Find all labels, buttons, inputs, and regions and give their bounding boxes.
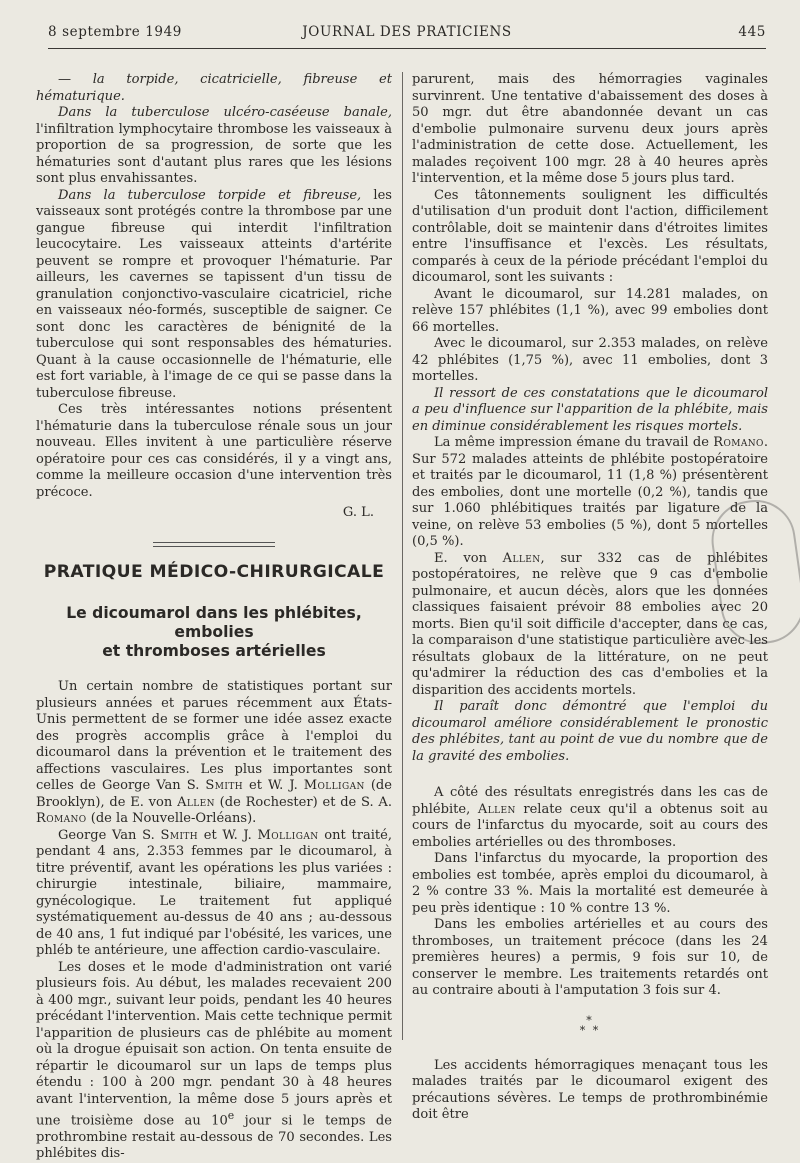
- paragraph: Avant le dicoumarol, sur 14.281 malades, on relève 157 phlébites (1,1 %), avec 99 embolies dont 66 mortelles.: [412, 286, 768, 335]
- paragraph: La même impression émane du travail de Romano. Sur 572 malades atteints de phlébite postopératoire et traités par le dicoumarol, 11 (1,8 %) présentèrent des embolies, dont une mortelle (0,2 %), tandis que sur 1.060 phlébitiques traités par ligature de la veine, on relève 53 embolies (5 %), dont 5 mortelles (0,5 %).: [412, 435, 768, 549]
- page-header: [48, 24, 766, 46]
- italic-phrase: Dans la tuberculose ulcéro-caséeuse banale,: [58, 105, 392, 120]
- paragraph: Dans l'infarctus du myocarde, la proportion des embolies est tombée, après emploi du dicoumarol, à 2 % contre 33 %. Mais la mortalité est demeurée à peu près identique : 10 % contre 13 %.: [412, 851, 768, 916]
- author-name: Molligan: [303, 778, 365, 793]
- text: les vaisseaux sont protégés contre la thrombose par une gangue fibreuse qui interdit l'infiltration leucocytaire. Les vaisseaux atteints d'artérite peuvent se rompre et provoquer l'hématurie. Par ailleurs, les cavernes se tapissent d'un tissu de granulation conjonctivo-vasculaire cicatriciel, riche en vaisseaux néo-formés, susceptible de saigner. Ce sont donc les caractères de bénignité de la tuberculose qui sont responsables des hématuries. Quant à la cause occasionnelle de l'hématurie, elle est fort variable, à l'image de ce qui se passe dans la tuberculose fibreuse.: [36, 187, 392, 401]
- journal-title: JOURNAL DES PRATICIENS: [302, 24, 512, 40]
- article-title: [36, 604, 392, 661]
- author-name: Allen: [477, 801, 516, 817]
- paragraph: A côté des résultats enregistrés dans les cas de phlébite, Allen relate ceux qu'il a obtenus soit au cours de l'infarctus du myocarde, soit au cours des embolies artérielles ou des thromboses.: [412, 785, 768, 850]
- section-separator: [153, 542, 275, 547]
- author-name: Allen: [177, 794, 215, 810]
- author-name: Romano: [713, 435, 764, 450]
- left-column: [36, 72, 392, 1163]
- paragraph: Un certain nombre de statistiques portant sur plusieurs années et parues récemment aux États-Unis permettent de se former une idée assez exacte des progrès accomplis grâce à l'emploi du dicoumarol dans la prévention et le traitement des affections vasculaires. Les plus importantes sont celles de George Van S. Smith et W. J. Molligan (de Brooklyn), de E. von Allen (de Rochester) et de S. A. Romano (de la Nouvelle-Orléans).: [36, 679, 392, 826]
- section-break-asterisks: * * *: [579, 1013, 601, 1037]
- author-name: Romano: [36, 811, 87, 826]
- superscript: e: [227, 1109, 235, 1122]
- paragraph: Avec le dicoumarol, sur 2.353 malades, on relève 42 phlébites (1,75 %), avec 11 embolies, dont 3 mortelles.: [412, 336, 768, 384]
- author-name: Smith: [160, 827, 199, 843]
- author-name: Allen: [502, 550, 541, 566]
- paragraph: — la torpide, cicatricielle, fibreuse et hématurique.: [36, 72, 392, 104]
- paragraph: Il paraît donc démontré que l'emploi du dicoumarol améliore considérablement le pronostic des phlébites, tant au point de vue du nombre que de la gravité des embolies.: [412, 699, 768, 764]
- paragraph: E. von Allen, sur 332 cas de phlébites postopératoires, ne relève que 9 cas d'embolie pulmonaire, et aucun décès, alors que les données classiques faisaient prévoir 88 embolies avec 20 morts. Bien qu'il soit difficile d'accepter, dans ce cas, la comparaison d'une statistique particulière avec les résultats globaux de la littérature, on ne peut qu'admirer la réduction des cas d'embolies et la disparition des accidents mortels.: [412, 550, 768, 698]
- paragraph: [36, 105, 392, 188]
- paragraph: Les doses et le mode d'administration ont varié plusieurs fois. Au début, les malades recevaient 200 à 400 mgr., suivant leur poids, pendant les 40 heures précédant l'intervention. Mais cette technique permit l'apparition de plusieurs cas de phlébite au moment où la drogue épuisait son action. On tenta ensuite de répartir le dicoumarol sur un laps de temps plus étendu : 100 à 200 mgr. pendant 30 à 48 heures avant l'intervention, la même dose 5 jours après et une troisième dose au 10e jour si le temps de prothrombine restait au-dessous de 70 secondes. Les phlébites dis-: [36, 959, 392, 1162]
- paragraph: Dans les embolies artérielles et au cours des thromboses, un traitement précoce (dans les 24 premières heures) a permis, 9 fois sur 10, de conserver le membre. Les traitements retardés ont au contraire abouti à l'amputation 3 fois sur 4.: [412, 917, 768, 998]
- paragraph: Ces très intéressantes notions présentent l'hématurie dans la tuberculose rénale sous un jour nouveau. Elles invitent à une particulière réserve opératoire pour ces cas considérés, il y a vingt ans, comme la meilleure occasion d'une intervention très précoce.: [36, 402, 392, 500]
- paragraph: Il ressort de ces constatations que le dicoumarol a peu d'influence sur l'apparition de la phlébite, mais en diminue considérablement les risques mortels.: [412, 385, 768, 434]
- author-name: Smith: [205, 778, 243, 793]
- column-divider: [402, 72, 403, 1040]
- header-rule: [48, 48, 766, 49]
- paragraph: Ces tâtonnements soulignent les difficultés d'utilisation d'un produit dont l'action, difficilement contrôlable, doit se maintenir dans d'étroites limites entre l'insuffisance et l'excès. Les résultats, comparés à ceux de la période précédant l'emploi du dicoumarol, sont les suivants :: [412, 187, 768, 285]
- section-title: PRATIQUE MÉDICO-CHIRURGICALE: [43, 561, 385, 582]
- paragraph: Les accidents hémorragiques menaçant tous les malades traités par le dicoumarol exigent des précautions sévères. Le temps de prothrombinémie doit être: [412, 1057, 768, 1122]
- paragraph: George Van S. Smith et W. J. Molligan ont traité, pendant 4 ans, 2.353 femmes par le dicoumarol, à titre préventif, avant les opérations les plus variées : chirurgie intestinale, biliaire, mammaire, gynécologique. Le traitement fut appliqué systématiquement au-dessus de 40 ans ; au-dessous de 40 ans, 1 fut indiqué par l'obésité, les varices, une phléb te antérieure, une affection cardio-vasculaire.: [36, 827, 393, 958]
- text: l'infiltration lymphocytaire thrombose les vaisseaux à proportion de sa progression, de sorte que les hématuries sont d'autant plus rares que les lésions sont plus envahissantes.: [36, 121, 392, 186]
- article-title-line: Le dicoumarol dans les phlébites, embolies: [66, 604, 362, 641]
- author-name: Molligan: [257, 827, 319, 843]
- author-signature: G. L.: [342, 505, 374, 520]
- page-number: 445: [738, 24, 766, 40]
- right-column: [412, 72, 768, 1124]
- paragraph: parurent, mais des hémorragies vaginales survinrent. Une tentative d'abaissement des doses à 50 mgr. dut être abandonnée devant un cas d'embolie pulmonaire survenu deux jours après l'administration de cette dose. Actuellement, les malades reçoivent 100 mgr. 28 à 40 heures après l'intervention, et la même dose 5 jours plus tard.: [412, 72, 768, 186]
- article-title-line: et thromboses artérielles: [102, 642, 326, 660]
- issue-date: 8 septembre 1949: [48, 24, 182, 40]
- paragraph: [36, 188, 392, 403]
- italic-phrase: Dans la tuberculose torpide et fibreuse,: [58, 187, 362, 203]
